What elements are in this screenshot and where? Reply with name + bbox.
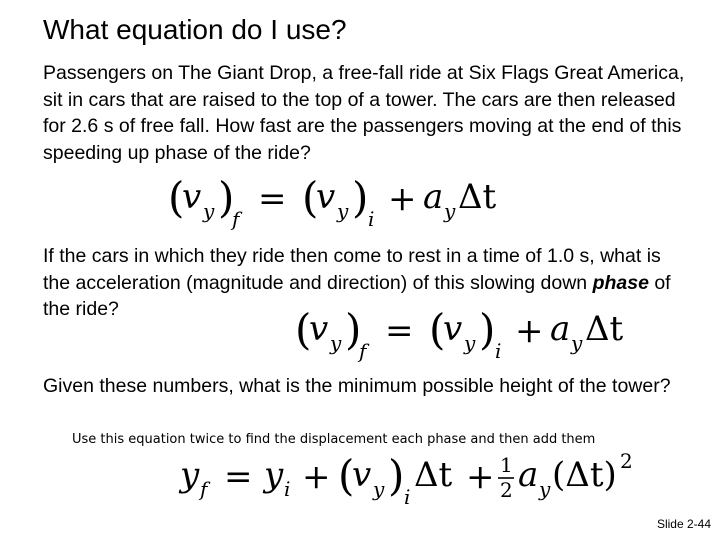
eq-delta-t: Δt: [585, 309, 624, 349]
paren-close-rhs: ): [352, 173, 369, 222]
eq-a-sub: y: [571, 331, 583, 355]
slide-number: Slide 2-44: [656, 517, 711, 531]
eq-v-rhs-sub: y: [337, 199, 349, 223]
question-3-body: Given these numbers, what is the minimum possible height of the tower?: [43, 375, 671, 397]
question-1-body: Passengers on The Giant Drop, a free-fall ride at Six Flags Great America, sit in cars that are raised to the top of a tower. The cars are then released for 2.6 s of free fall. How fast are the passengers moving at the end of this speeding up phase of the ride?: [43, 62, 685, 164]
eq-equals: =: [224, 457, 253, 497]
eq-a: a: [518, 455, 539, 495]
paren-close-lhs: ): [218, 173, 235, 222]
paren-open-rhs: (: [429, 305, 446, 354]
paren-open-rhs: (: [302, 173, 319, 222]
eq-plus: +: [388, 179, 417, 219]
eq-delta-t-1: Δt: [414, 455, 453, 495]
phase-emphasis: phase: [592, 271, 649, 294]
eq-delta-t-2: (Δt): [552, 455, 617, 495]
eq-a: a: [423, 177, 444, 217]
eq-rhs-outer-sub: i: [368, 207, 375, 231]
question-1-text: [43, 60, 688, 166]
eq-equals: =: [258, 179, 287, 219]
velocity-equation-1: [168, 172, 508, 232]
eq-lhs-outer-sub: f: [232, 207, 240, 231]
eq-a: a: [550, 309, 571, 349]
velocity-equation-2: [295, 304, 635, 364]
position-equation: [180, 450, 640, 510]
eq-delta-t: Δt: [458, 177, 497, 217]
eq-v-rhs: v: [443, 309, 463, 349]
hint-note: Use this equation twice to find the displacement each phase and then add them: [72, 432, 596, 447]
eq-y-lhs: y: [180, 455, 200, 495]
eq-v-lhs: v: [309, 309, 329, 349]
eq-exponent: 2: [620, 449, 633, 473]
slide-title: What equation do I use?: [43, 14, 347, 45]
question-2-tail: of the ride?: [43, 271, 671, 320]
paren-close-rhs: ): [479, 305, 496, 354]
paren-open-lhs: (: [168, 173, 185, 222]
eq-v-outer-sub: i: [404, 485, 411, 509]
paren-close-v: ): [388, 451, 405, 500]
question-2-body: If the cars in which they ride then come to rest in a time of 1.0 s, what is the acceleration (magnitude and direction) of this slowing down: [43, 245, 661, 294]
eq-a-sub: y: [539, 477, 551, 501]
eq-v-lhs-sub: y: [330, 331, 342, 355]
eq-a-sub: y: [444, 199, 456, 223]
eq-v-rhs-sub: y: [464, 331, 476, 355]
eq-plus-1: +: [302, 457, 331, 497]
eq-v-rhs: v: [316, 177, 336, 217]
eq-y-rhs-sub: i: [284, 477, 291, 501]
paren-close-lhs: ): [345, 305, 362, 354]
frac-numerator: 1: [500, 453, 513, 477]
eq-rhs-outer-sub: i: [495, 339, 502, 363]
eq-plus-2: +: [466, 457, 495, 497]
eq-plus: +: [515, 311, 544, 351]
question-3-text: [43, 373, 688, 400]
eq-y-rhs: y: [264, 455, 284, 495]
eq-y-lhs-sub: f: [200, 477, 208, 501]
paren-open-v: (: [338, 451, 355, 500]
eq-v-lhs: v: [182, 177, 202, 217]
eq-equals: =: [385, 311, 414, 351]
eq-lhs-outer-sub: f: [359, 339, 367, 363]
eq-v-sub: y: [373, 477, 385, 501]
eq-v-lhs-sub: y: [203, 199, 215, 223]
paren-open-lhs: (: [295, 305, 312, 354]
frac-denominator: 2: [500, 478, 513, 502]
eq-v: v: [352, 455, 372, 495]
